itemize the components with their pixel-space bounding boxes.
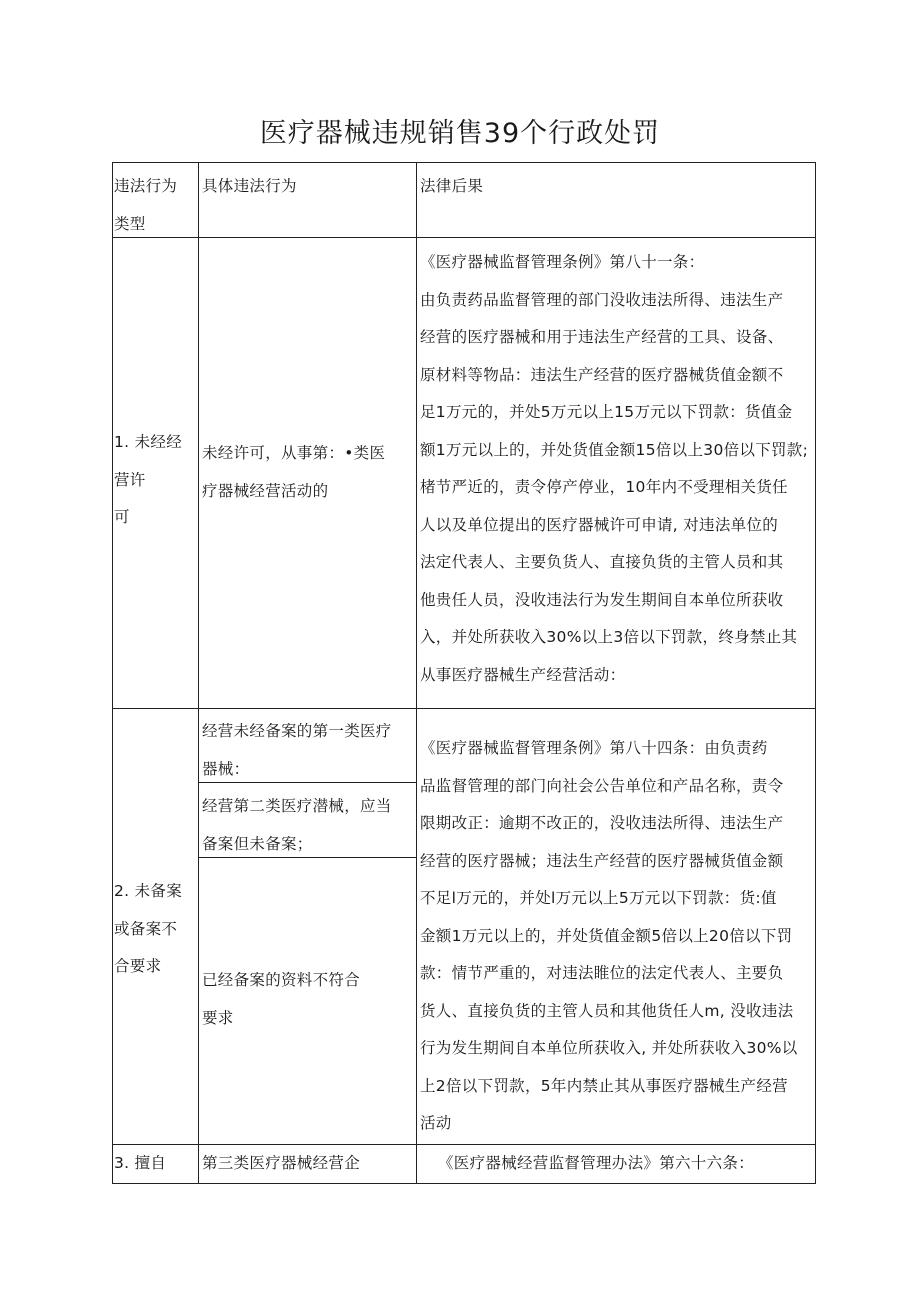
- row-3-behavior: 第三类医疗器械经营企: [202, 1154, 361, 1172]
- header-specific-behavior: 具体违法行为: [202, 177, 297, 195]
- header-legal-consequence: 法律后果: [420, 177, 484, 195]
- row-3-violation-type: 3. 擅自: [114, 1154, 167, 1172]
- row-divider-1: [112, 708, 816, 709]
- table-border-top: [112, 162, 816, 163]
- column-divider-1: [198, 162, 199, 1184]
- row-2-behavior-3: 已经备案的资料不符合 要求: [202, 971, 361, 1027]
- table-border-bottom: [112, 1183, 816, 1184]
- page-title: 医疗器械违规销售39个行政处罚: [259, 118, 661, 149]
- row-2-behavior-2: 经营第二类医疗潜械，应当 备案但未备案；: [202, 797, 392, 853]
- row-1-violation-type: 1. 未经经 营许 可: [114, 433, 183, 526]
- header-violation-type: 违法行为 类型: [114, 177, 178, 233]
- penalty-table: [112, 162, 816, 1184]
- row-2-behavior-1: 经营未经备案的第一类医疗 器械：: [202, 722, 392, 778]
- row-2-violation-type: 2. 未备案 或备案不 合要求: [114, 882, 183, 975]
- row-1-behavior: 未经许可，从事第：•类医 疗器械经营活动的: [202, 444, 386, 500]
- row-2-consequence: 《医疗器械监督管理条例》第八十四条：由负责药 品监督管理的部门向社会公告单位和产品名称，责令 限期改正：逾期不改正的，没收违法所得、违法生产 经营的医疗器械；违法生产经营的医疗器械货值金额 不足l万元的，并处l万元以上5万元以下罚款：货:值 金额1万元以上的，并处货值金额5倍以上20倍以下罚 款：情节严重的，对违法睢位的法定代表人、主要负 货人、直接负货的主管人员和其他货任人m, 没收违法 行为发生期间自本单位所获收入, 并处所获收入30%以 上2倍以下罚款，5年内禁止其从事医疗器械生产经营 活动: [420, 739, 798, 1132]
- row-1-consequence: 《医疗器械监督管理条例》第八十一条： 由负责药品监督管理的部门没收违法所得、违法生产 经营的医疗器械和用于违法生产经营的工具、设备、 原材料等物品：违法生产经营的医疗器械货值金额不 足1万元的，并处5万元以上15万元以下罚款：货值金 额1万元以上的，并处货值金额15倍以上30倍以下罚款; 楮节严近的，责令停产停业，10年内不受理相关货任 人以及单位提出的医疗器械许可申请, 对违法单位的 法定代表人、主要负货人、直接负货的主管人员和其 他贵任人员，没收违法行为发生期间自本单位所获收 入，并处所获收入30%以上3倍以下罚款，终身禁止其 从事医疗器械生产经营活动：: [420, 253, 809, 684]
- table-border-left: [112, 162, 113, 1184]
- column-divider-2: [416, 162, 417, 1184]
- header-divider: [112, 237, 816, 238]
- row-3-consequence: 《医疗器械经营监督管理办法》第六十六条：: [438, 1154, 755, 1172]
